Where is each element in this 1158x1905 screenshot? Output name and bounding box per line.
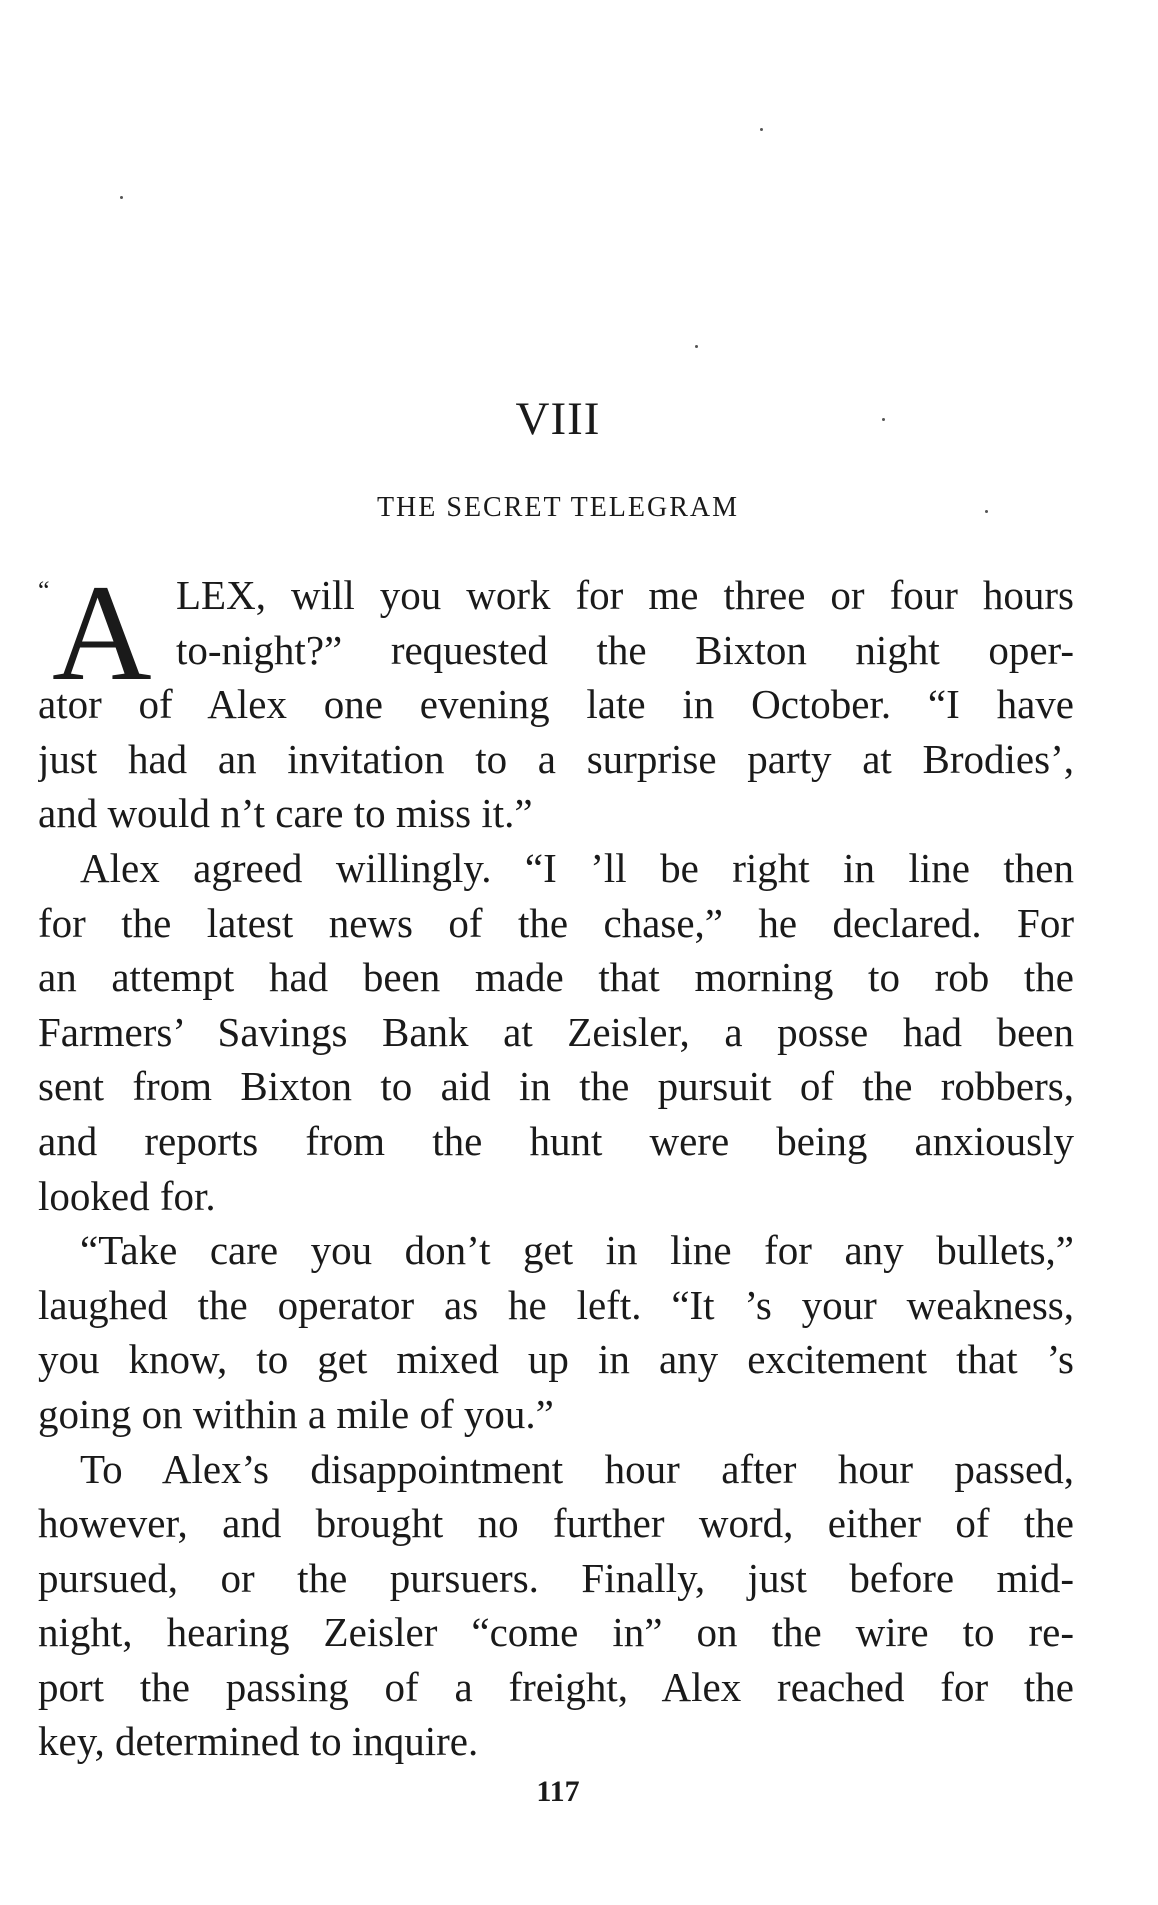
- scan-speck: [760, 128, 763, 131]
- text-line: key, determined to inquire.: [38, 1718, 479, 1765]
- text-line: night, hearing Zeisler “come in” on the wire to re-: [38, 1609, 1074, 1656]
- text-line: “Take care you don’t get in line for any bullets,”: [80, 1227, 1074, 1274]
- text-line: sent from Bixton to aid in the pursuit of the robbers,: [38, 1063, 1074, 1110]
- drop-cap-letter: A: [52, 556, 152, 709]
- text-line: to-night?” requested the Bixton night oper-: [176, 626, 1074, 673]
- paragraph: [38, 1442, 1074, 1770]
- text-line: pursued, or the pursuers. Finally, just before mid-: [38, 1554, 1074, 1601]
- text-line: Farmers’ Savings Bank at Zeisler, a posse had been: [38, 1008, 1074, 1055]
- body-text: [38, 568, 1074, 1769]
- paragraph: [38, 1223, 1074, 1441]
- chapter-title: THE SECRET TELEGRAM: [376, 492, 740, 523]
- scan-speck: [120, 196, 123, 199]
- text-line: an attempt had been made that morning to rob the: [38, 954, 1074, 1001]
- drop-cap-quote: “: [38, 576, 50, 605]
- paragraph: [38, 568, 1074, 841]
- chapter-number: VIII: [515, 393, 601, 445]
- text-line: port the passing of a freight, Alex reached for the: [38, 1663, 1074, 1710]
- page-number: 117: [536, 1775, 580, 1808]
- text-line: and reports from the hunt were being anxiously: [38, 1117, 1074, 1164]
- text-line: and would n’t care to miss it.”: [38, 790, 533, 837]
- paragraph: [38, 841, 1074, 1223]
- text-line: ator of Alex one evening late in October. “I have: [38, 681, 1074, 728]
- scan-speck: [695, 345, 698, 348]
- text-line: however, and brought no further word, either of the: [38, 1500, 1074, 1547]
- text-line: Alex agreed willingly. “I ’ll be right in line then: [80, 844, 1074, 891]
- text-line: To Alex’s disappointment hour after hour passed,: [80, 1445, 1074, 1492]
- text-line: looked for.: [38, 1172, 216, 1219]
- text-line: LEX, will you work for me three or four hours: [176, 572, 1074, 618]
- text-line: for the latest news of the chase,” he declared. For: [38, 899, 1074, 946]
- text-line: you know, to get mixed up in any excitement that ’s: [38, 1336, 1074, 1383]
- text-line: going on within a mile of you.”: [38, 1390, 554, 1437]
- text-line: laughed the operator as he left. “It ’s your weakness,: [38, 1281, 1074, 1328]
- text-line: just had an invitation to a surprise party at Brodies’,: [38, 735, 1074, 782]
